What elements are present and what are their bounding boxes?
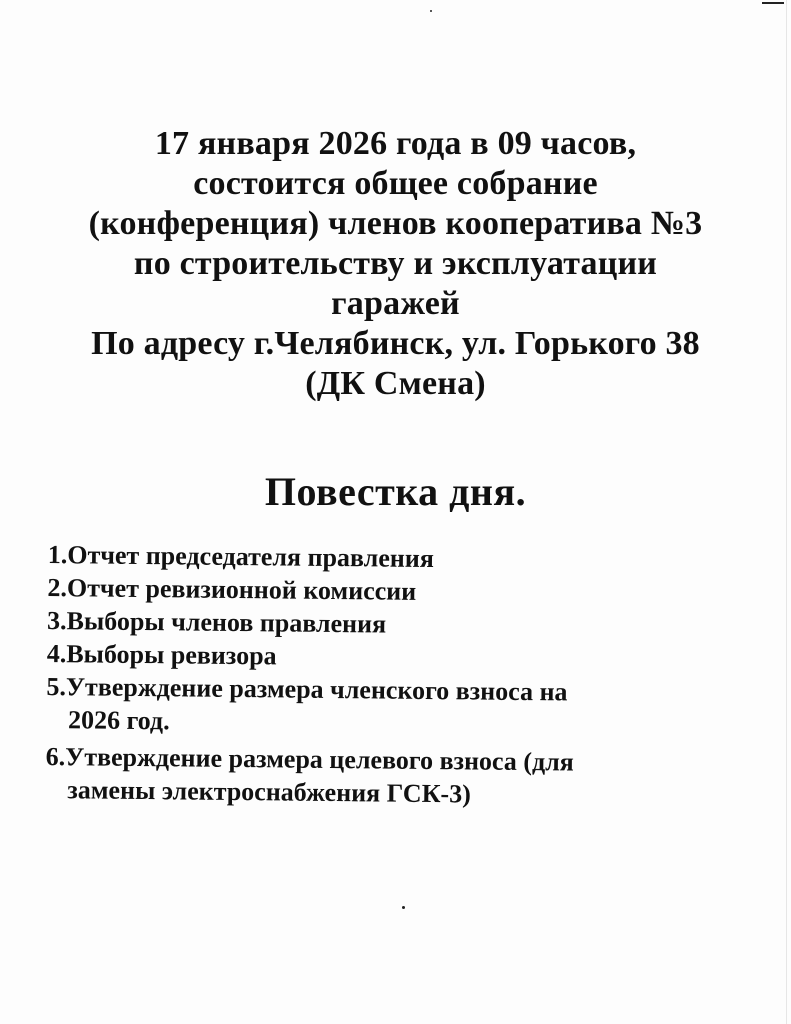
announcement-line-purpose: по строительству и эксплуатации bbox=[133, 245, 658, 282]
scan-speck bbox=[430, 10, 432, 12]
scan-artifact-mark bbox=[762, 2, 784, 4]
agenda-item-text: 3.Выборы членов правления bbox=[46, 605, 387, 639]
announcement-line-garages: гаражей bbox=[331, 285, 460, 322]
agenda-item-continuation: замены электроснабжения ГСК-3) bbox=[67, 775, 471, 809]
agenda-item-text: 5.Утверждение размера членского взноса на bbox=[46, 671, 568, 707]
announcement-line-meeting: состоится общее собрание bbox=[193, 165, 598, 202]
agenda-item-text: 6.Утверждение размера целевого взноса (для bbox=[45, 741, 574, 777]
announcement-line-address: По адресу г.Челябинск, ул. Горького 38 bbox=[91, 325, 700, 362]
announcement-line-date: 17 января 2026 года в 09 часов, bbox=[154, 125, 637, 162]
meeting-announcement bbox=[0, 124, 791, 404]
agenda-item bbox=[45, 740, 746, 813]
agenda-title: Повестка дня. bbox=[264, 469, 527, 514]
agenda-item-text: 4.Выборы ревизора bbox=[46, 638, 277, 671]
agenda-item bbox=[46, 670, 747, 743]
announcement-line-venue: (ДК Смена) bbox=[305, 365, 486, 402]
agenda-item-continuation: 2026 год. bbox=[67, 705, 170, 736]
agenda-item-text: 2.Отчет ревизионной комиссии bbox=[47, 572, 417, 606]
agenda-list bbox=[45, 538, 748, 813]
agenda-item-text: 1.Отчет председателя правления bbox=[47, 539, 435, 574]
announcement-line-conference: (конференция) членов кооператива №3 bbox=[88, 205, 703, 242]
scan-speck bbox=[402, 906, 405, 909]
